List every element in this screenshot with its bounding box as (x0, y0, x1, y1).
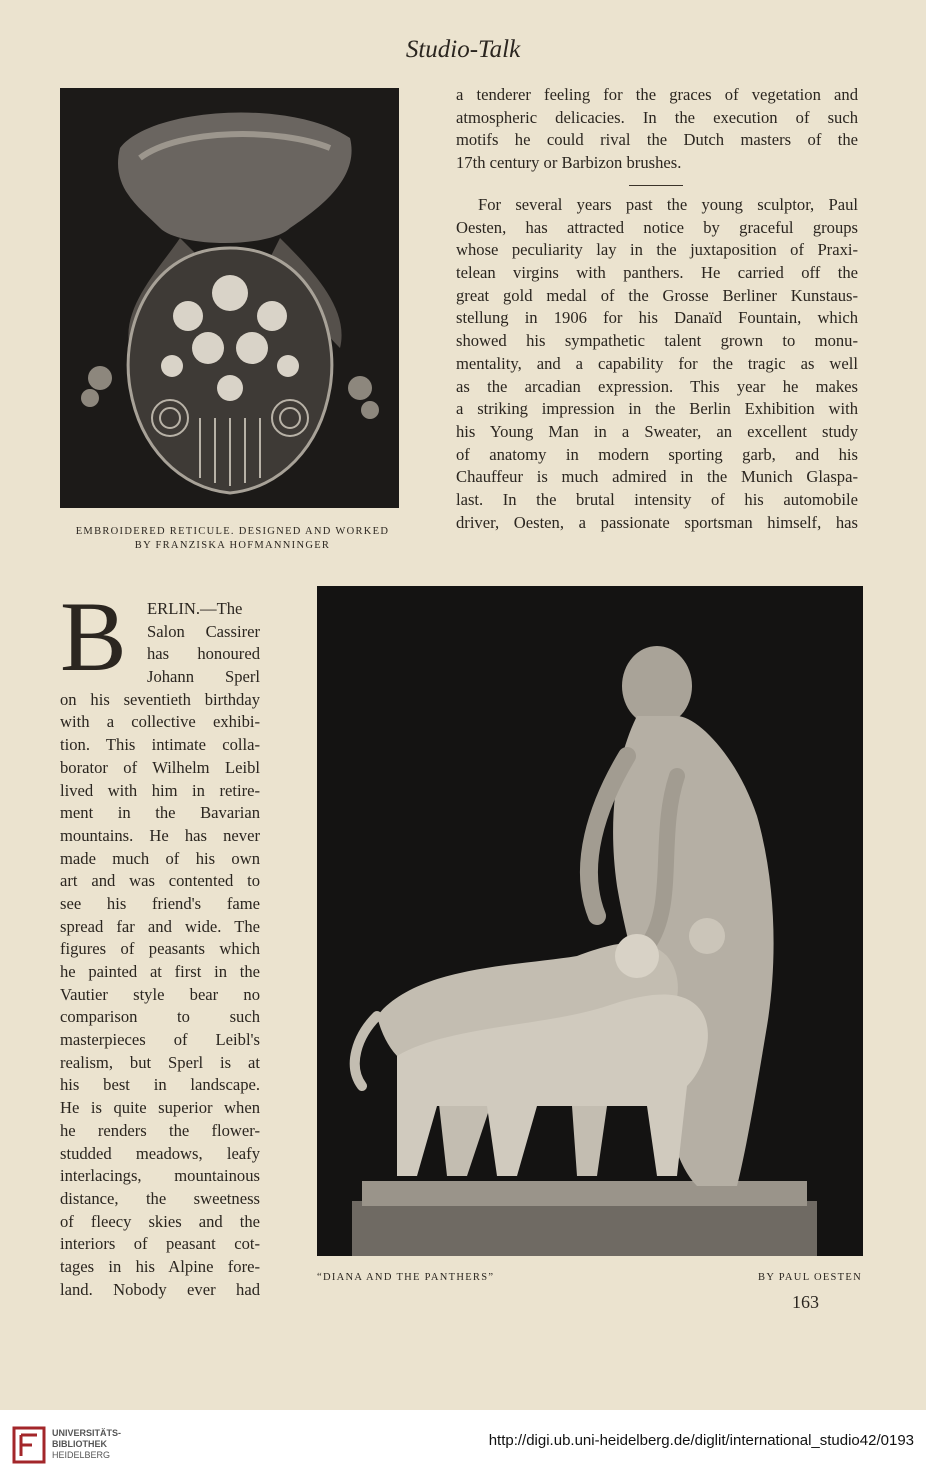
text-line: he renders the flower- (60, 1120, 260, 1140)
text-line: a striking impression in the Berlin Exhibition with (456, 399, 858, 419)
digitization-footer (0, 1410, 926, 1479)
text-line: ERLIN.—The (147, 599, 243, 618)
reticule-caption-line-1: EMBROIDERED RETICULE. DESIGNED AND WORKED (75, 526, 390, 537)
text-line: art and was contented to (60, 871, 260, 891)
reticule-illustration (60, 88, 399, 508)
text-line: Johann Sperl (147, 667, 260, 687)
text-line: on his seventieth birthday (60, 689, 260, 709)
text-line: last. In the brutal intensity of his automobile (456, 489, 858, 509)
text-line: realism, but Sperl is at (60, 1052, 260, 1072)
drop-cap: B (60, 581, 127, 692)
library-logo-icon (12, 1426, 46, 1468)
text-line: comparison to such (60, 1007, 260, 1027)
text-line: 17th century or Barbizon brushes. (456, 153, 682, 173)
text-line: stellung in 1906 for his Danaïd Fountain, which (456, 308, 858, 328)
text-line: as the arcadian expression. This year he makes (456, 376, 858, 396)
text-line: great gold medal of the Grosse Berliner Kunstaus- (456, 285, 858, 305)
library-name-line-3: HEIDELBERG (52, 1450, 111, 1460)
oesten-paragraph (456, 194, 858, 534)
running-head: Studio-Talk (405, 36, 521, 63)
text-line: of anatomy in modern sporting garb, and his (456, 444, 858, 464)
library-name-line-1: UNIVERSITÄTS- (52, 1428, 122, 1438)
text-line: showed his sympathetic talent grown to monu- (456, 331, 858, 351)
library-name-line-2: BIBLIOTHEK (52, 1439, 107, 1449)
sculpture-caption-title: “DIANA AND THE PANTHERS” (317, 1272, 495, 1283)
reticule-photo (60, 88, 399, 508)
sculpture-caption-credit: BY PAUL OESTEN (758, 1272, 862, 1283)
text-line: his best in landscape. (60, 1075, 260, 1095)
text-line: tion. This intimate colla- (60, 735, 260, 755)
text-line: Chauffeur is much admired in the Munich Glaspa- (456, 467, 858, 487)
text-line: Salon Cassirer (147, 621, 260, 641)
text-line: mentality, and a capability for the tragic as well (456, 353, 858, 373)
text-line: of fleecy skies and the (60, 1211, 260, 1231)
reticule-caption (60, 525, 405, 553)
berlin-column (60, 598, 260, 1301)
text-line: see his friend's fame (60, 893, 260, 913)
text-line: mountains. He has never (60, 825, 260, 845)
text-line: Vautier style bear no (60, 984, 260, 1004)
source-url-link[interactable]: http://digi.ub.uni-heidelberg.de/diglit/international_studio42/0193 (488, 1432, 914, 1449)
text-line: borator of Wilhelm Leibl (60, 757, 260, 777)
text-line: masterpieces of Leibl's (60, 1030, 260, 1050)
text-line: studded meadows, leafy (60, 1143, 260, 1163)
text-line: Oesten, has attracted notice by graceful groups (456, 217, 858, 237)
sculpture-photo (317, 586, 863, 1256)
text-line: driver, Oesten, a passionate sportsman himself, has (456, 512, 858, 532)
text-line: distance, the sweetness (60, 1188, 260, 1208)
text-line: interiors of peasant cot- (60, 1234, 260, 1254)
library-name (52, 1428, 121, 1461)
text-line: tages in his Alpine fore- (60, 1256, 260, 1276)
text-line: lived with him in retire- (60, 780, 260, 800)
text-line: a tenderer feeling for the graces of vegetation and (456, 85, 858, 104)
text-line: interlacings, mountainous (60, 1166, 260, 1186)
sculpture-illustration (317, 586, 863, 1256)
text-line: land. Nobody ever had (60, 1279, 260, 1299)
text-line: telean virgins with panthers. He carried off the (456, 263, 858, 283)
text-line: motifs he could rival the Dutch masters of the (456, 130, 858, 150)
page-number: 163 (792, 1292, 819, 1312)
text-line: made much of his own (60, 848, 260, 868)
text-line: atmospheric delicacies. In the execution of such (456, 107, 858, 127)
reticule-caption-line-2: BY FRANZISKA HOFMANNINGER (134, 540, 331, 551)
text-line: with a collective exhibi- (60, 712, 260, 732)
text-line: ment in the Bavarian (60, 803, 260, 823)
text-line: He is quite superior when (60, 1098, 260, 1118)
text-line: spread far and wide. The (60, 916, 260, 936)
text-line: For several years past the young sculptor, Paul (478, 195, 858, 214)
text-line: his Young Man in a Sweater, an excellent study (456, 421, 858, 441)
text-line: figures of peasants which (60, 939, 260, 959)
text-line: has honoured (147, 644, 260, 664)
text-line: whose peculiarity lay in the juxtaposition of Praxi- (456, 240, 858, 260)
text-line: he painted at first in the (60, 962, 260, 981)
section-divider (629, 185, 683, 186)
top-right-paragraph (456, 84, 858, 175)
